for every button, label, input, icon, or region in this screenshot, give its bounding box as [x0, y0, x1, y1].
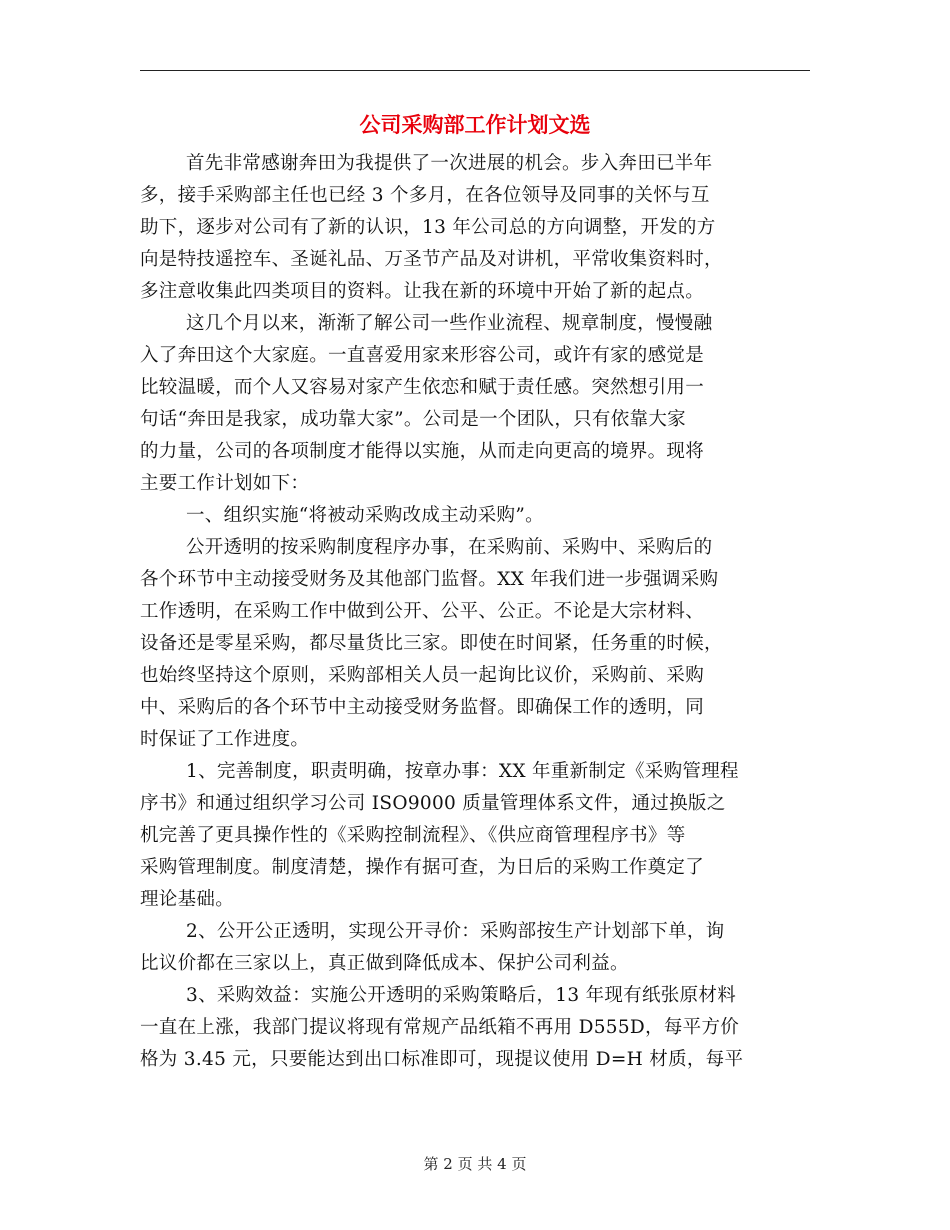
paragraph-line: 多注意收集此四类项目的资料。让我在新的环境中开始了新的起点。 [140, 281, 705, 302]
paragraph-line: 序书》和通过组织学习公司 ISO9000 质量管理体系文件，通过换版之 [140, 793, 726, 814]
paragraph-line: 中、采购后的各个环节中主动接受财务监督。即确保工作的透明，同 [140, 697, 705, 718]
paragraph-line: 一直在上涨，我部门提议将现有常规产品纸箱不再用 D555D，每平方价 [140, 1017, 740, 1038]
paragraph-line: 比较温暖，而个人又容易对家产生依恋和赋于责任感。突然想引用一 [140, 377, 705, 398]
paragraph-line: 时保证了工作进度。 [140, 729, 310, 750]
paragraph-line: 设备还是零星采购，都尽量货比三家。即使在时间紧，任务重的时候， [140, 633, 723, 654]
paragraph-line: 助下，逐步对公司有了新的认识，13 年公司总的方向调整，开发的方 [140, 217, 716, 238]
paragraph-line: 主要工作计划如下： [140, 473, 310, 494]
document-title: 公司采购部工作计划文选 [359, 113, 591, 137]
paragraph-line: 入了奔田这个大家庭。一直喜爱用家来形容公司，或许有家的感觉是 [140, 345, 705, 366]
paragraph-line: 句话“奔田是我家，成功靠大家”。公司是一个团队，只有依靠大家 [140, 409, 686, 430]
header-rule [140, 70, 810, 71]
section-heading: 一、组织实施“将被动采购改成主动采购”。 [186, 505, 544, 526]
paragraph-line: 1、完善制度，职责明确，按章办事：XX 年重新制定《采购管理程 [186, 761, 739, 782]
paragraph-line: 首先非常感谢奔田为我提供了一次进展的机会。步入奔田已半年 [186, 153, 713, 174]
paragraph-line: 也始终坚持这个原则，采购部相关人员一起询比议价，采购前、采购 [140, 665, 705, 686]
paragraph-line: 理论基础。 [140, 889, 235, 910]
document-body [140, 148, 812, 1076]
paragraph-line: 多，接手采购部主任也已经 3 个多月，在各位领导及同事的关怀与互 [140, 185, 710, 206]
paragraph-line: 公开透明的按采购制度程序办事，在采购前、采购中、采购后的 [186, 537, 713, 558]
paragraph-line: 向是特技遥控车、圣诞礼品、万圣节产品及对讲机，平常收集资料时， [140, 249, 723, 270]
paragraph-line: 的力量，公司的各项制度才能得以实施，从而走向更高的境界。现将 [140, 441, 705, 462]
paragraph-line: 比议价都在三家以上，真正做到降低成本、保护公司利益。 [140, 953, 629, 974]
page-number: 第 2 页 共 4 页 [423, 1155, 527, 1173]
paragraph-line: 各个环节中主动接受财务及其他部门监督。XX 年我们进一步强调采购 [140, 569, 719, 590]
paragraph-line: 工作透明，在采购工作中做到公开、公平、公正。不论是大宗材料、 [140, 601, 705, 622]
paragraph-line: 格为 3.45 元，只要能达到出口标准即可，现提议使用 D=H 材质，每平 [140, 1049, 744, 1070]
paragraph-line: 2、公开公正透明，实现公开寻价：采购部按生产计划部下单，询 [186, 921, 725, 942]
paragraph-line: 机完善了更具操作性的《采购控制流程》、《供应商管理程序书》等 [140, 825, 686, 846]
paragraph-line: 采购管理制度。制度清楚，操作有据可查，为日后的采购工作奠定了 [140, 857, 705, 878]
paragraph-line: 3、采购效益：实施公开透明的采购策略后，13 年现有纸张原材料 [186, 985, 736, 1006]
paragraph-line: 这几个月以来，渐渐了解公司一些作业流程、规章制度，慢慢融 [186, 313, 713, 334]
